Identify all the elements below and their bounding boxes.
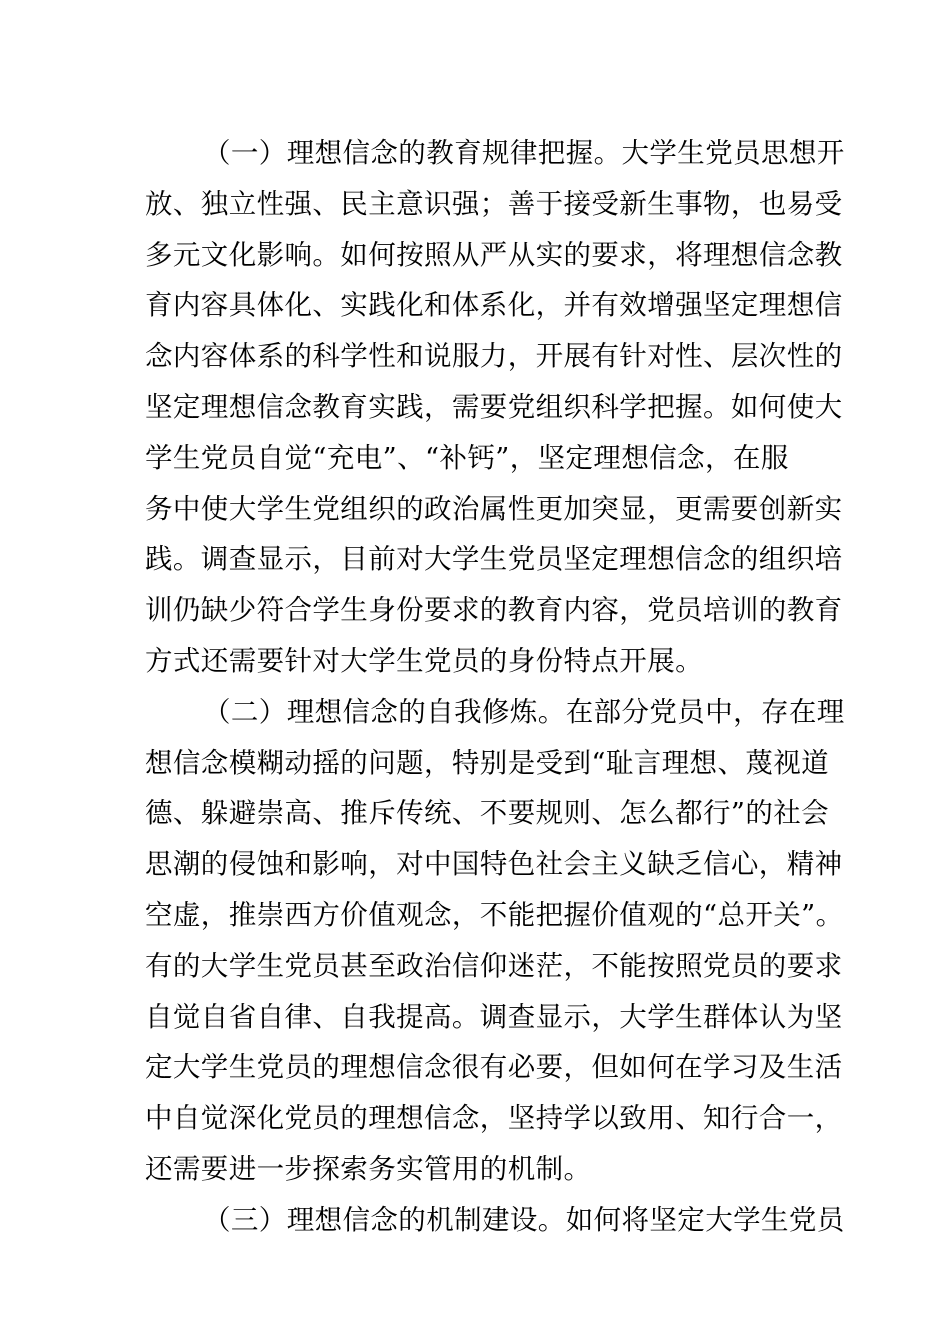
document-body — [145, 128, 845, 1246]
text-line: 育内容具体化、实践化和体系化，并有效增强坚定理想信 — [145, 289, 843, 322]
text-line: 践。调查显示，目前对大学生党员坚定理想信念的组织培 — [145, 543, 843, 576]
text-line: 想信念模糊动摇的问题，特别是受到“耻言理想、蔑视道 — [145, 746, 830, 779]
text-line: 学生党员自觉“充电”、“补钙”，坚定理想信念，在服 — [145, 441, 789, 474]
text-line: 放、独立性强、民主意识强；善于接受新生事物，也易受 — [145, 187, 843, 220]
text-line: 空虚，推崇西方价值观念，不能把握价值观的“总开关”。 — [145, 898, 844, 931]
text-line: 多元文化影响。如何按照从严从实的要求，将理想信念教 — [145, 238, 843, 271]
text-line: （三）理想信念的机制建设。如何将坚定大学生党员 — [203, 1203, 845, 1236]
text-line: （二）理想信念的自我修炼。在部分党员中，存在理 — [203, 695, 845, 728]
text-line: 定大学生党员的理想信念很有必要，但如何在学习及生活 — [145, 1051, 843, 1084]
text-line: （一）理想信念的教育规律把握。大学生党员思想开 — [203, 137, 845, 169]
text-line: 有的大学生党员甚至政治信仰迷茫，不能按照党员的要求 — [145, 949, 843, 982]
paragraph-3 — [145, 1195, 845, 1246]
paragraph-2 — [145, 687, 845, 1195]
text-line: 德、躲避崇高、推斥传统、不要规则、怎么都行”的社会 — [145, 797, 830, 830]
text-line: 坚定理想信念教育实践，需要党组织科学把握。如何使大 — [145, 390, 843, 423]
text-line: 务中使大学生党组织的政治属性更加突显，更需要创新实 — [145, 492, 843, 525]
text-line: 中自觉深化党员的理想信念，坚持学以致用、知行合一， — [145, 1102, 843, 1135]
text-line: 念内容体系的科学性和说服力，开展有针对性、层次性的 — [145, 340, 843, 373]
paragraph-1 — [145, 128, 845, 687]
text-line: 方式还需要针对大学生党员的身份特点开展。 — [145, 644, 703, 677]
text-line: 自觉自省自律、自我提高。调查显示，大学生群体认为坚 — [145, 1000, 843, 1033]
text-line: 思潮的侵蚀和影响，对中国特色社会主义缺乏信心，精神 — [145, 848, 843, 881]
text-line: 还需要进一步探索务实管用的机制。 — [145, 1152, 592, 1185]
text-line: 训仍缺少符合学生身份要求的教育内容，党员培训的教育 — [145, 594, 843, 627]
